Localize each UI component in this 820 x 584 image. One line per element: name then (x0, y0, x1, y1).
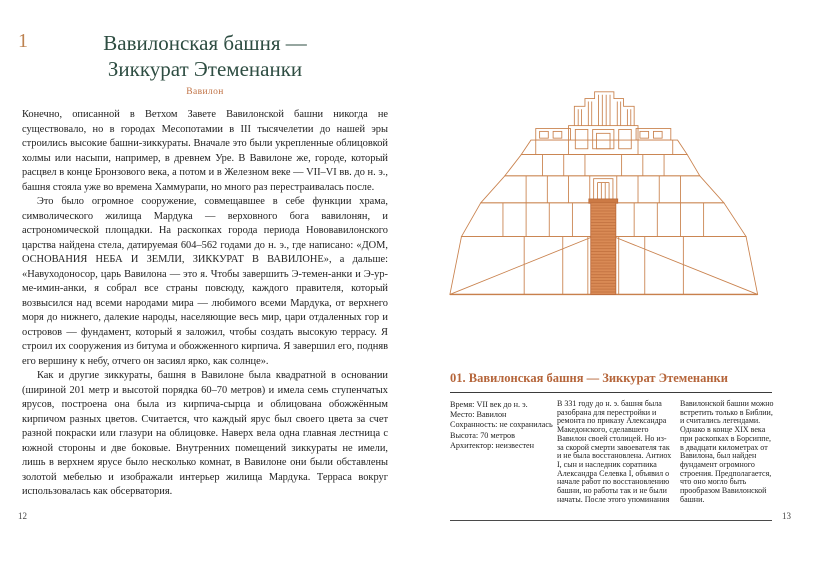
fact-preservation: Сохранность: не сохранилась (450, 420, 553, 430)
title-line-1: Вавилонская башня — (103, 31, 307, 55)
body-text (22, 108, 388, 500)
subtitle: Вавилон (186, 87, 224, 97)
fact-place: Место: Вавилон (450, 410, 507, 420)
page-number-left: 12 (18, 511, 27, 521)
title-line-2: Зиккурат Этеменанки (107, 57, 303, 81)
fact-time: Время: VII век до н. э. (450, 400, 528, 409)
paragraph: Конечно, описанной в Ветхом Завете Вавилонской башни никогда не существовало, но в городах Месопотамии в III тысячелетии до нашей эры строились высокие башни-зиккураты. Вначале это были укрепленные облицовкой холмы или насыпи, например, в древнем Уре. В Вавилоне же, городе, который расцвел в конце Бронзового века, а потом и в Железном веке — VII–VI вв. до н. э., башня стояла уже во времена Хаммурапи, но много раз перестраивалась после. (22, 109, 388, 193)
history-column: В 331 году до н. э. башня была разобрана для перестройки и ремонта по приказу Александра Македонского, сделавшего Вавилон своей столицей. Но из-за скорой смерти завоевателя так и не была восстановлена. Антиох I, сын и наследник соратника Александра Селевка I, объявил о начале работ по восстановлению башни, но работы так и не были начаты. После этого упоминания (557, 399, 672, 504)
right-page (410, 0, 820, 584)
ziggurat-illustration (447, 84, 775, 310)
page-title (40, 30, 370, 82)
title-rule (450, 392, 772, 393)
section-title: 01. Вавилонская башня — Зиккурат Этеменанки (450, 371, 728, 385)
page-number-right: 13 (782, 511, 791, 521)
paragraph: Как и другие зиккураты, башня в Вавилоне была квадратной в основании (шириной 201 метр и высотой порядка 60–70 метров) и имела семь ступенчатых ярусов, построена она была из кирпича-сырца и облицована обожжённым кирпичом разных цветов. Считается, что каждый ярус был своего цвета за счет разной покраски или глазури на облицовке. Наверх вела одна главная лестница с южной стороны и две боковые. Внутренних помещений зиккураты не имели, лишь в верхнем ярусе было несколько комнат, в Вавилоне они были обставлены золотой мебелью и изображали интерьер жилища Мардука. Терраса вокруг использовалась как обсерватория. (22, 370, 388, 497)
fact-height: Высота: 70 метров (450, 430, 515, 440)
facts-column (450, 400, 556, 451)
chapter-number: 1 (18, 30, 28, 52)
legend-column: Вавилонской башни можно встретить только в Библии, и считались легендами. Однако в конце XIX века при раскопках в Борсиппе, в двадцати километрах от Вавилона, был найден фундамент огромного строения. Предполагается, что оно могло быть прообразом Вавилонской башни. (680, 399, 774, 504)
fact-architect: Архитектор: неизвестен (450, 440, 535, 450)
footer-rule (450, 520, 772, 521)
paragraph: Это было огромное сооружение, совмещавшее в себе функции храма, символического жилища Мардука — верховного бога вавилонян, и астрономической площадки. На раскопках города периода Нововавилонского царства найдена стела, датируемая 604–562 годами до н. э., где написано: «ДОМ, ОСНОВАНИЯ НЕБА И ЗЕМЛИ, ЗИККУРАТ В ВАВИЛОНЕ», а дальше: «Навуходоносор, царь Вавилона — это я. Чтобы завершить Э-темен-анки и Э-ур-ме-имин-анки, я собрал все страны повсюду, каждого правителя, который возвысился над всеми народами мира — любимого всеми Мардука, от верхнего моря до нижнего, далекие народы, населяющие весь мир, цари отдаленных гор и островов — фундамент, который я заложил, чтобы создать высокую террасу. Я строил их сооружения из битума и обожженного кирпича. Я завершил его, подняв его вершину к небу, отчего он засиял ярко, как солнце». (22, 196, 388, 367)
